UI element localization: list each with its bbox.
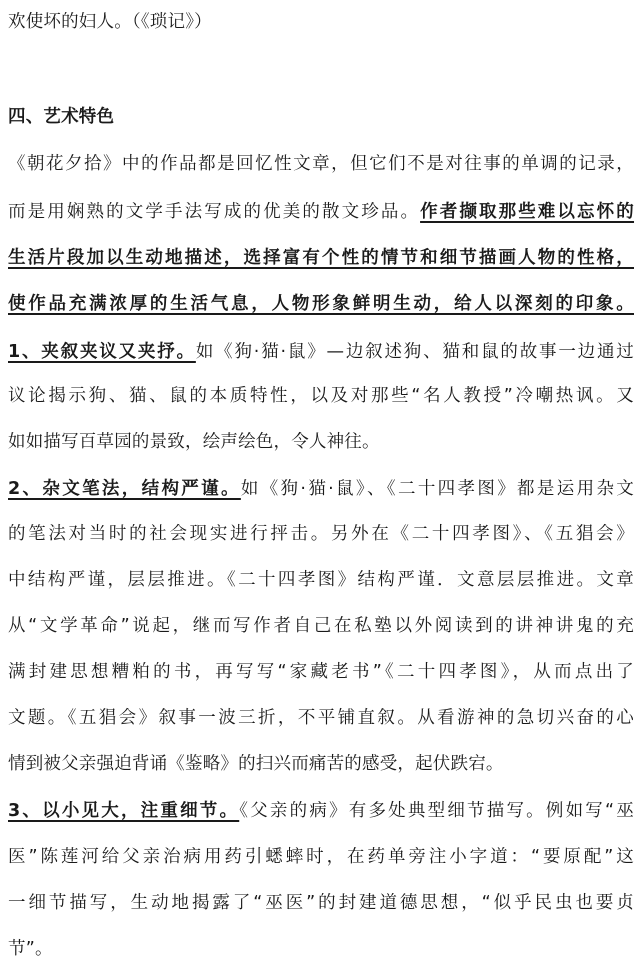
- point2-line1: [8, 477, 634, 501]
- point2-line2: 的笔法对当时的社会现实进行抨击。另外在《二十四孝图》、《五猖会》: [8, 524, 634, 544]
- section-heading: 四、艺术特色: [8, 107, 115, 127]
- point2-line6: 文题。《五猖会》叙事一波三折，不平铺直叙。从看游神的急切兴奋的心: [8, 708, 634, 728]
- point2-line3: 中结构严谨，层层推进。《二十四孝图》结构严谨．文意层层推进。文章: [8, 570, 634, 590]
- point2-heading: 2、杂文笔法，结构严谨。: [8, 479, 241, 499]
- point3-line3: 一细节描写，生动地揭露了“巫医”的封建道德思想，“似乎民虫也要贞: [8, 893, 634, 913]
- para1-line2-plain: 而是用娴熟的文学手法写成的优美的散文珍品。: [8, 202, 421, 222]
- para1-line1: 《朝花夕拾》中的作品都是回忆性文章，但它们不是对往事的单调的记录，: [8, 154, 634, 174]
- point3-line4: 节”。: [8, 939, 53, 959]
- point1-line1: [8, 340, 634, 364]
- point3-line1: [8, 799, 634, 823]
- point3-line1-rest: 《父亲的病》有多处典型细节描写。例如写“巫: [239, 801, 635, 821]
- intro-line: 欢使坏的妇人。（《琐记》）: [8, 12, 212, 32]
- point3-line2: 医”陈莲河给父亲治病用药引蟋蟀时，在药单旁注小字道：“要原配”这: [8, 847, 634, 867]
- para1-line3: 生活片段加以生动地描述，选择富有个性的情节和细节描画人物的性格，: [8, 248, 634, 268]
- point2-line5: 满封建思想糟粕的书，再写写“家藏老书”《二十四孝图》，从而点出了: [8, 662, 634, 682]
- point2-line1-rest: 如《狗·猫·鼠》、《二十四孝图》都是运用杂文: [240, 479, 634, 499]
- point1-line1-rest: 如《狗·猫·鼠》—边叙述狗、猫和鼠的故事一边通过: [195, 342, 634, 362]
- point1-line3: 如如描写百草园的景致，绘声绘色，令人神往。: [8, 432, 380, 452]
- point3-heading: 3、以小见大，注重细节。: [8, 801, 240, 821]
- point1-heading: 1、夹叙夹议又夹抒。: [8, 342, 196, 362]
- para1-line2: [8, 200, 634, 224]
- point2-line4: 从“文学革命”说起，继而写作者自己在私塾以外阅读到的讲神讲鬼的充: [8, 616, 634, 636]
- point2-line7: 情到被父亲强迫背诵《鉴略》的扫兴而痛苦的感受，起伏跌宕。: [8, 754, 504, 774]
- para1-line2-emphasis: 作者撷取那些难以忘怀的: [420, 202, 635, 222]
- point1-line2: 议论揭示狗、猫、鼠的本质特性，以及对那些“名人教授”冷嘲热讽。又: [8, 386, 634, 406]
- para1-line4: 使作品充满浓厚的生活气息，人物形象鲜明生动，给人以深刻的印象。: [8, 294, 634, 314]
